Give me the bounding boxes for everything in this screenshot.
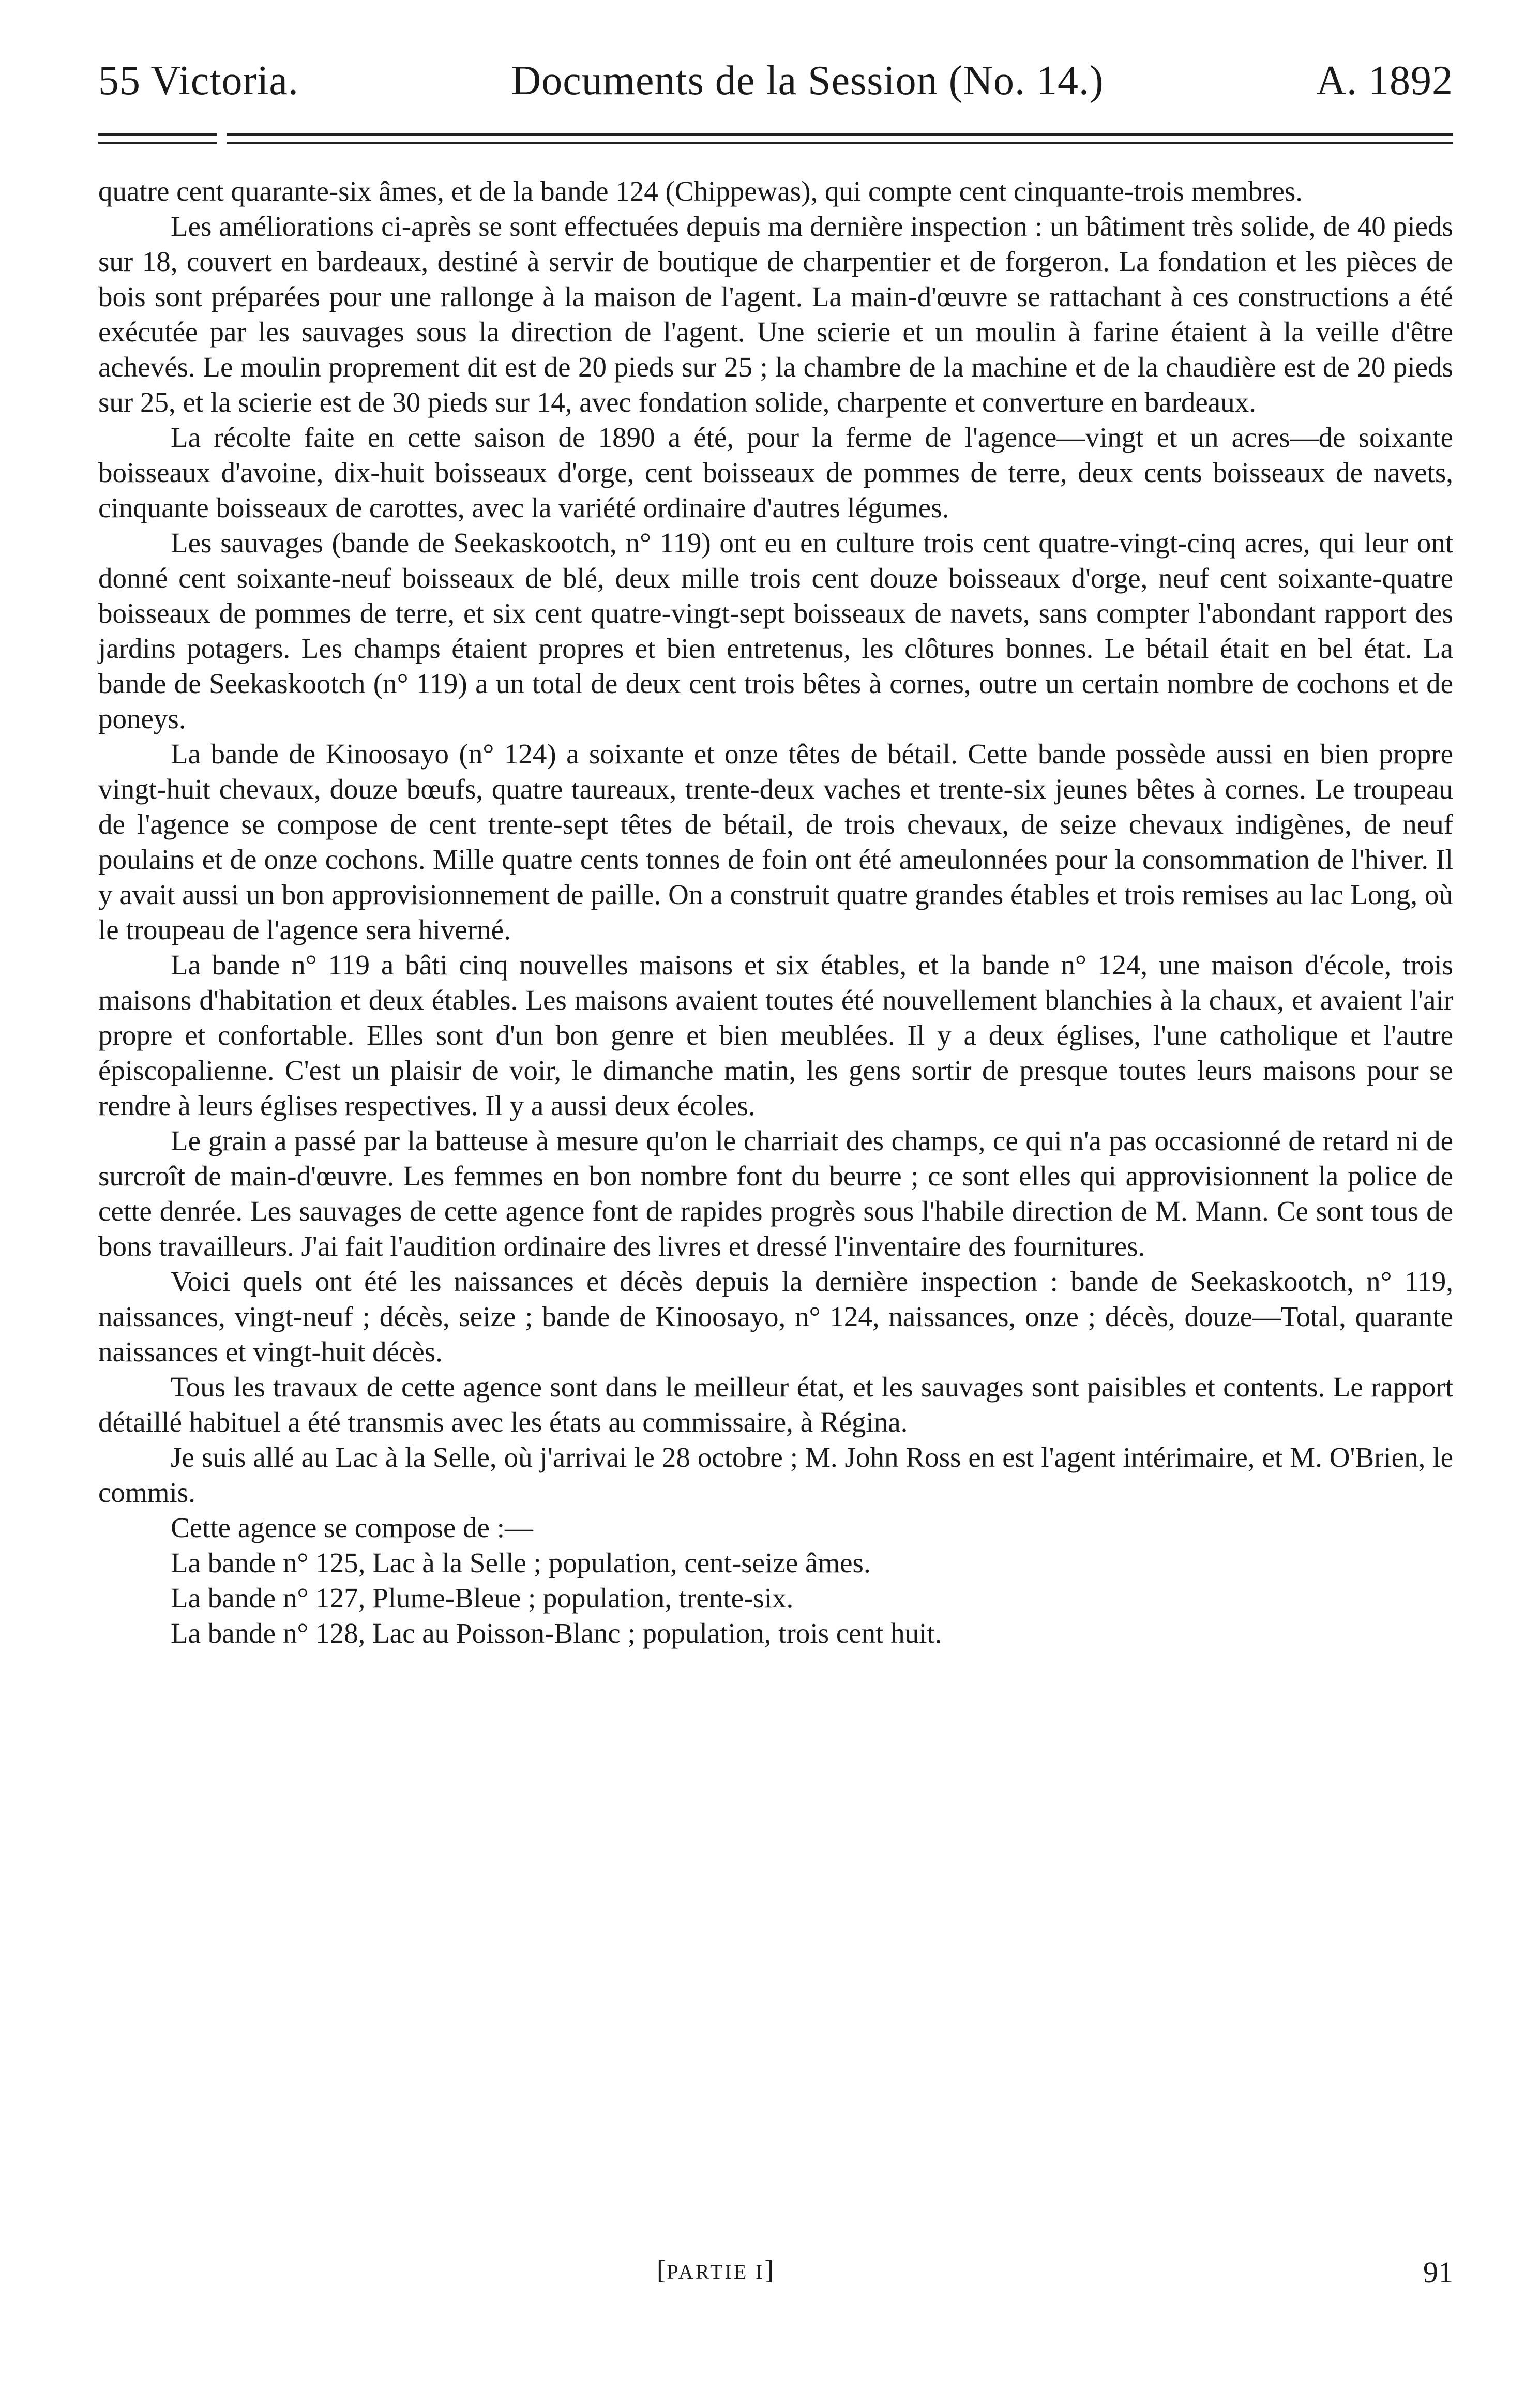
body-text — [98, 174, 1453, 1651]
paragraph: Les améliorations ci-après se sont effectuées depuis ma dernière inspection : un bâtiment très solide, de 40 pieds sur 18, couvert en bardeaux, destiné à servir de boutique de charpentier et de forgeron. La fondation et les pièces de bois sont préparées pour une rallonge à la maison de l'agent. La main-d'œuvre se rattachant à ces constructions a été exécutée par les sauvages sous la direction de l'agent. Une scierie et un moulin à farine étaient à la veille d'être achevés. Le moulin proprement dit est de 20 pieds sur 25 ; la chambre de la machine et de la chaudière est de 20 pieds sur 25, et la scierie est de 30 pieds sur 14, avec fondation solide, charpente et converture en bardeaux. — [98, 210, 1453, 418]
list-item: La bande n° 125, Lac à la Selle ; population, cent-seize âmes. — [171, 1547, 871, 1578]
part-label: PARTIE I — [667, 2260, 765, 2283]
paragraph: Tous les travaux de cette agence sont dans le meilleur état, et les sauvages sont paisibles et contents. Le rapport détaillé habituel a été transmis avec les états au commissaire, à Régina. — [98, 1371, 1453, 1438]
paragraph: quatre cent quarante-six âmes, et de la bande 124 (Chippewas), qui compte cent cinquante-trois membres. — [98, 175, 1303, 207]
header-rule — [98, 133, 1453, 144]
header-rule-long — [227, 133, 1453, 144]
paragraph: La bande n° 119 a bâti cinq nouvelles maisons et six étables, et la bande n° 124, une maison d'école, trois maisons d'habitation et deux étables. Les maisons avaient toutes été nouvellement blanchies à la chaux, et avaient l'air propre et confortable. Elles sont d'un bon genre et bien meublées. Il y a deux églises, l'une catholique et l'autre épiscopalienne. C'est un plaisir de voir, le dimanche matin, les gens sortir de presque toutes leurs maisons pour se rendre à leurs églises respectives. Il y a aussi deux écoles. — [98, 949, 1453, 1121]
paragraph: La bande de Kinoosayo (n° 124) a soixante et onze têtes de bétail. Cette bande possède aussi en bien propre vingt-huit chevaux, douze bœufs, quatre taureaux, trente-deux vaches et trente-six jeunes bêtes à cornes. Le troupeau de l'agence se compose de cent trente-sept têtes de bétail, de trois chevaux, de seize chevaux indigènes, de neuf poulains et de onze cochons. Mille quatre cents tonnes de foin ont été ameulonnées pour la consommation de l'hiver. Il y avait aussi un bon approvisionnement de paille. On a construit quatre grandes étables et trois remises au lac Long, où le troupeau de l'agence sera hiverné. — [98, 738, 1453, 945]
running-header — [98, 57, 1453, 104]
paragraph: La récolte faite en cette saison de 1890 a été, pour la ferme de l'agence—vingt et un acres—de soixante boisseaux d'avoine, dix-huit boisseaux d'orge, cent boisseaux de pommes de terre, deux cents boisseaux de navets, cinquante boisseaux de carottes, avec la variété ordinaire d'autres légumes. — [98, 422, 1453, 523]
paragraph: Voici quels ont été les naissances et décès depuis la dernière inspection : bande de Seekaskootch, n° 119, naissances, vingt-neuf ; décès, seize ; bande de Kinoosayo, n° 124, naissances, onze ; décès, douze—Total, quarante naissances et vingt-huit décès. — [98, 1266, 1453, 1367]
header-volume: 55 Victoria. — [98, 58, 299, 103]
paragraph: Le grain a passé par la batteuse à mesure qu'on le charriait des champs, ce qui n'a pas occasionné de retard ni de surcroît de main-d'œuvre. Les femmes en bon nombre font du beurre ; ce sont elles qui approvisionnent la police de cette denrée. Les sauvages de cette agence font de rapides progrès sous l'habile direction de M. Mann. Ce sont tous de bons travailleurs. J'ai fait l'audition ordinaire des livres et dressé l'inventaire des fournitures. — [98, 1125, 1453, 1262]
page-number: 91 — [1423, 2255, 1453, 2289]
paragraph: Les sauvages (bande de Seekaskootch, n° 119) ont eu en culture trois cent quatre-vingt-cinq acres, qui leur ont donné cent soixante-neuf boisseaux de blé, deux mille trois cent douze boisseaux d'orge, neuf cent soixante-quatre boisseaux de pommes de terre, et six cent quatre-vingt-sept boisseaux de navets, sans compter l'abondant rapport des jardins potagers. Les champs étaient propres et bien entretenus, les clôtures bonnes. Le bétail était en bel état. La bande de Seekaskootch (n° 119) a un total de deux cent trois bêtes à cornes, outre un certain nombre de cochons et de poneys. — [98, 527, 1453, 734]
document-page — [98, 57, 1453, 2289]
paragraph: Cette agence se compose de :— — [171, 1512, 533, 1543]
paragraph: Je suis allé au Lac à la Selle, où j'arrivai le 28 octobre ; M. John Ross en est l'agent intérimaire, et M. O'Brien, le commis. — [98, 1441, 1453, 1508]
header-rule-short — [98, 133, 217, 144]
list-item: La bande n° 128, Lac au Poisson-Blanc ; population, trois cent huit. — [171, 1617, 942, 1649]
header-title: Documents de la Session (No. 14.) — [511, 58, 1104, 103]
part-marker: [PARTIE I] — [657, 2255, 775, 2285]
list-item: La bande n° 127, Plume-Bleue ; population, trente-six. — [171, 1582, 794, 1614]
header-year: A. 1892 — [1316, 58, 1453, 103]
